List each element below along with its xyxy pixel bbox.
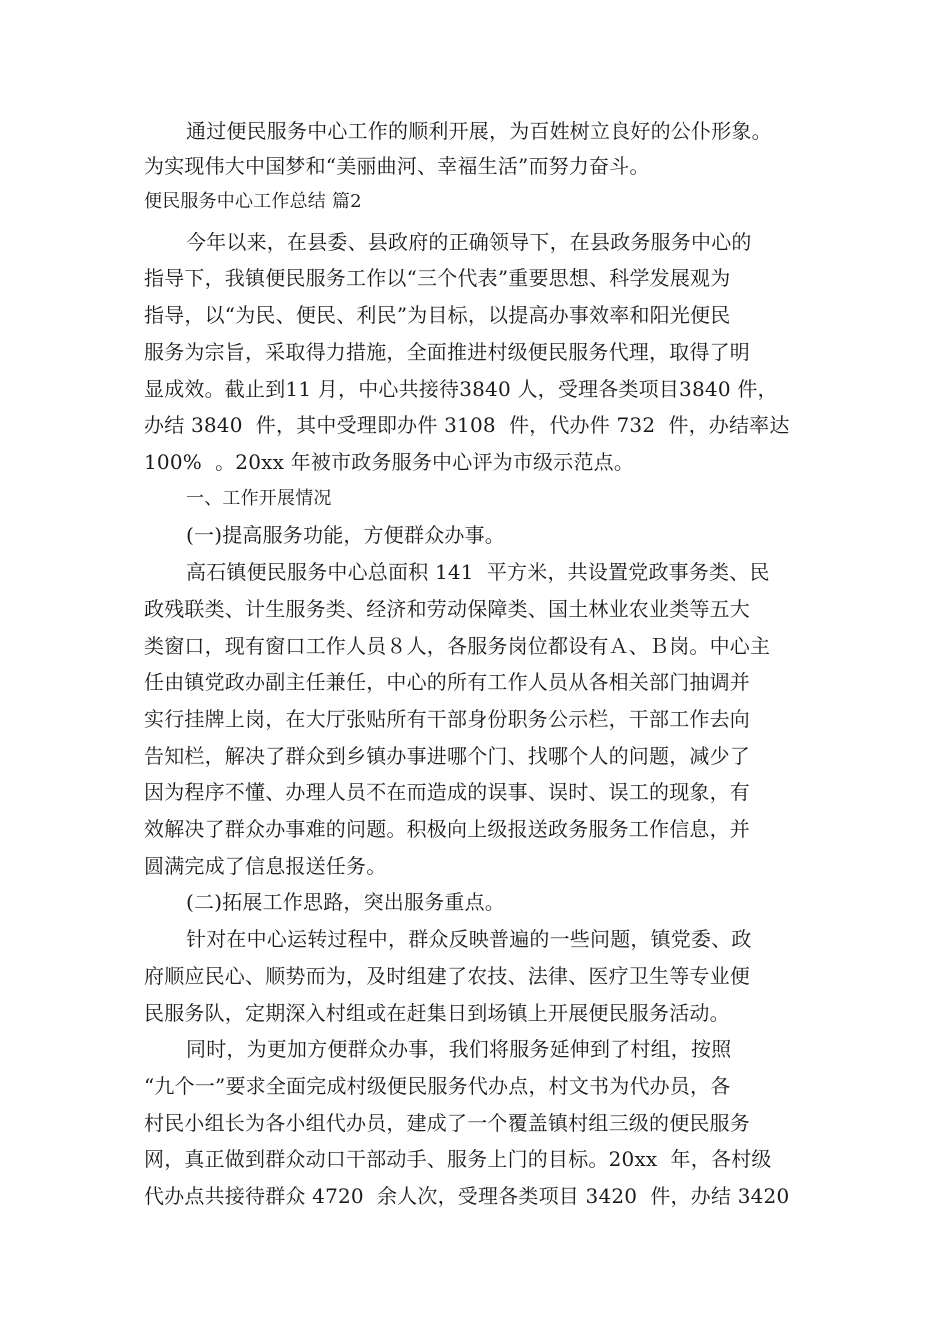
text-line: 服务为宗旨，采取得力措施，全面推进村级便民服务代理，取得了明 [144, 340, 750, 364]
subsection-heading: (二)拓展工作思路，突出服务重点。 [186, 890, 506, 914]
subsection-heading: 一、工作开展情况 [186, 488, 332, 509]
text-line: 任由镇党政办副主任兼任，中心的所有工作人员从各相关部门抽调并 [144, 670, 750, 694]
text-line: 圆满完成了信息报送任务。 [144, 854, 387, 878]
text-line: 今年以来，在县委、县政府的正确领导下，在县政务服务中心的 [186, 230, 752, 254]
text-line: 指导，以“为民、便民、利民”为目标，以提高办事效率和阳光便民 [144, 303, 731, 327]
text-line: 村民小组长为各小组代办员，建成了一个覆盖镇村组三级的便民服务 [144, 1111, 750, 1135]
subsection-heading: (一)提高服务功能，方便群众办事。 [186, 523, 506, 547]
text-line: 民服务队，定期深入村组或在赶集日到场镇上开展便民服务活动。 [144, 1001, 730, 1025]
text-line: 100% 。20xx 年被市政务服务中心评为市级示范点。 [144, 450, 635, 474]
text-line: “九个一”要求全面完成村级便民服务代办点，村文书为代办员，各 [144, 1074, 731, 1098]
text-line: 府顺应民心、顺势而为，及时组建了农技、法律、医疗卫生等专业便 [144, 964, 750, 988]
section-heading: 便民服务中心工作总结 篇2 [144, 191, 362, 212]
text-line: 同时，为更加方便群众办事，我们将服务延伸到了村组，按照 [186, 1037, 732, 1061]
text-line: 网，真正做到群众动口干部动手、服务上门的目标。20xx 年，各村级 [144, 1147, 772, 1171]
text-line: 类窗口，现有窗口工作人员８人，各服务岗位都设有Ａ、Ｂ岗。中心主 [144, 634, 771, 658]
text-line: 为实现伟大中国梦和“美丽曲河、幸福生活”而努力奋斗。 [144, 154, 650, 178]
text-line: 效解决了群众办事难的问题。积极向上级报送政务服务工作信息，并 [144, 817, 750, 841]
text-line: 告知栏，解决了群众到乡镇办事进哪个门、找哪个人的问题，减少了 [144, 744, 750, 768]
text-line: 显成效。截止到11 月，中心共接待3840 人，受理各类项目3840 件， [144, 377, 778, 401]
text-line: 高石镇便民服务中心总面积 141 平方米，共设置党政事务类、民 [186, 560, 770, 584]
text-line: 代办点共接待群众 4720 余人次，受理各类项目 3420 件，办结 3420 [144, 1184, 790, 1208]
text-line: 针对在中心运转过程中，群众反映普遍的一些问题，镇党委、政 [186, 927, 752, 951]
text-line: 实行挂牌上岗，在大厅张贴所有干部身份职务公示栏，干部工作去向 [144, 707, 750, 731]
text-line: 通过便民服务中心工作的顺利开展，为百姓树立良好的公仆形象。 [186, 119, 772, 143]
text-line: 指导下，我镇便民服务工作以“三个代表”重要思想、科学发展观为 [144, 266, 731, 290]
text-line: 政残联类、计生服务类、经济和劳动保障类、国土林业农业类等五大 [144, 597, 750, 621]
text-line: 办结 3840 件，其中受理即办件 3108 件，代办件 732 件，办结率达 [144, 413, 790, 437]
text-line: 因为程序不懂、办理人员不在而造成的误事、误时、误工的现象，有 [144, 780, 750, 804]
